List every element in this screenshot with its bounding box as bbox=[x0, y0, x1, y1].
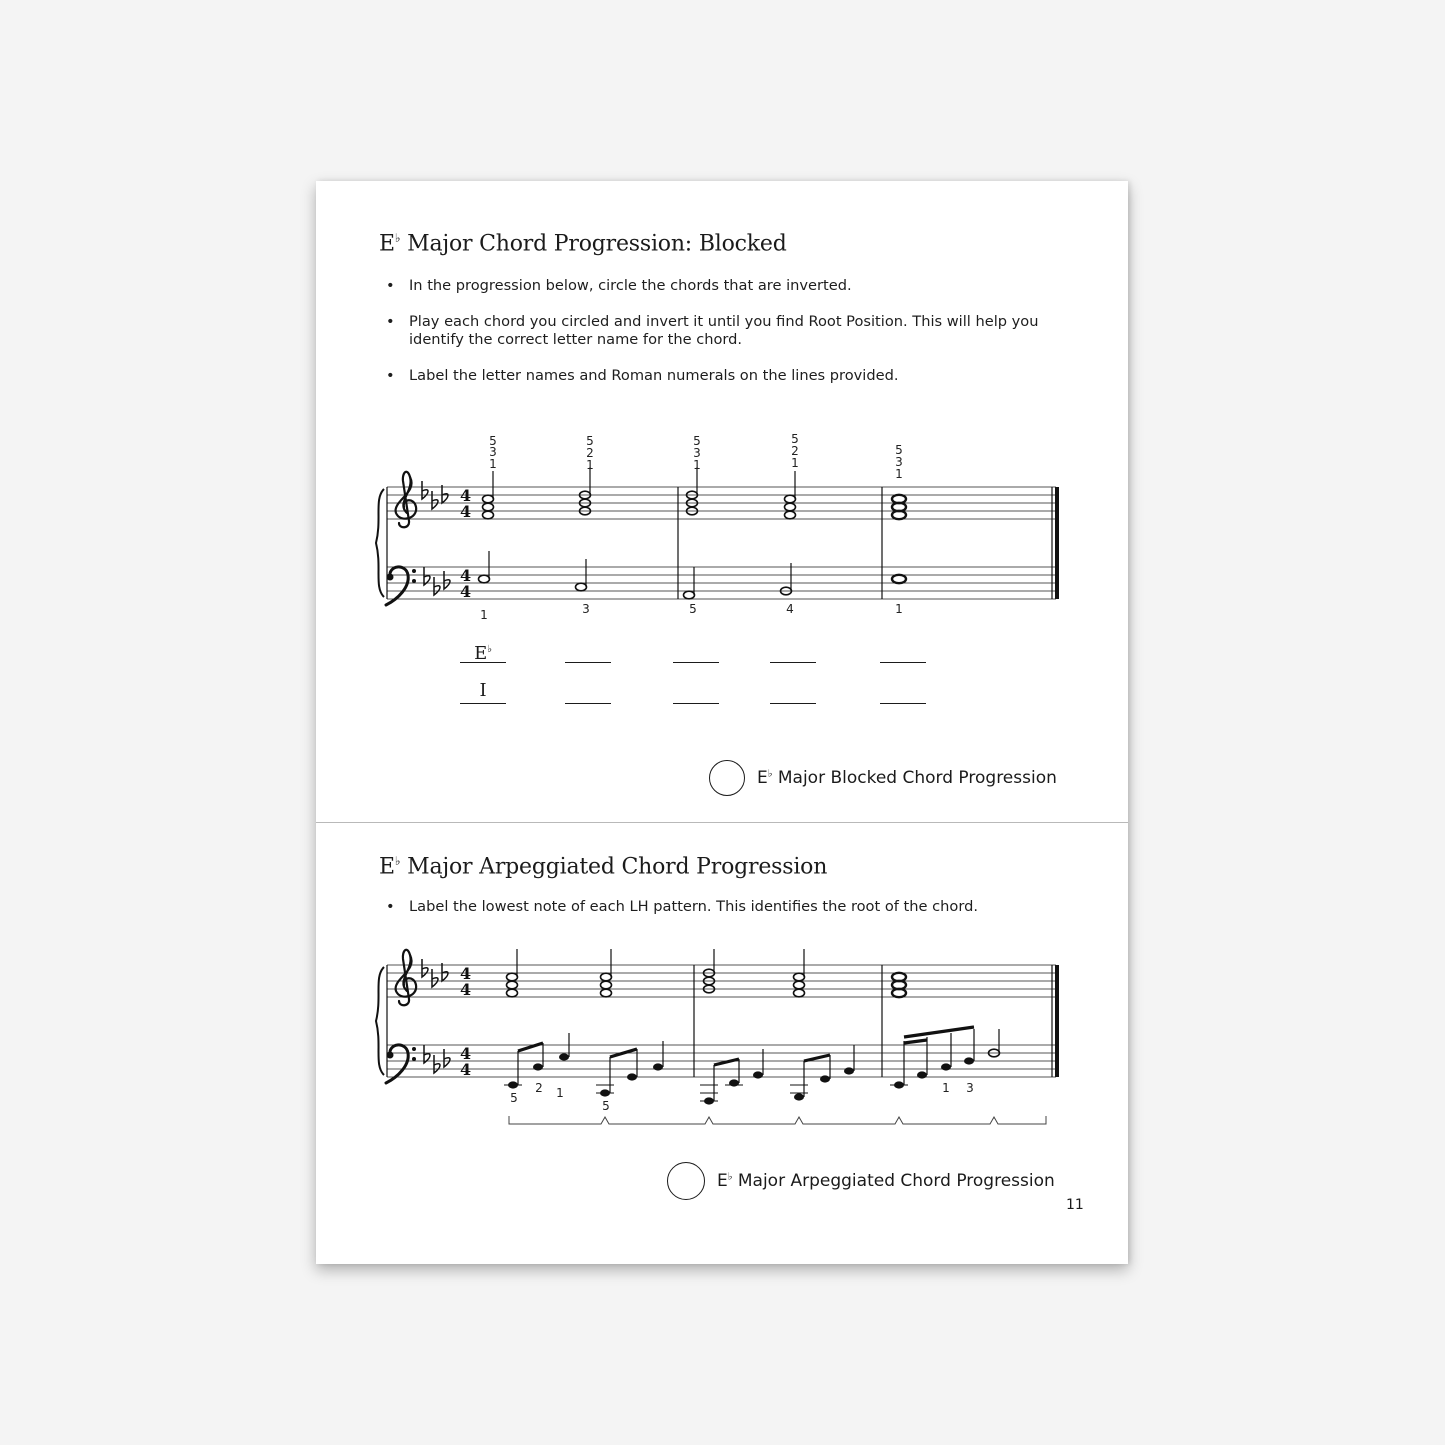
rh-finger: 1 bbox=[791, 456, 799, 470]
letter-name-line-1[interactable]: E♭ bbox=[460, 638, 506, 663]
rh-finger: 2 bbox=[586, 446, 594, 460]
section2-instruction-1: • Label the lowest note of each LH pattern. This identifies the root of the chord. bbox=[386, 898, 1046, 916]
svg-text:4: 4 bbox=[460, 486, 472, 505]
rh-finger: 5 bbox=[489, 434, 497, 448]
workbook-page bbox=[316, 181, 1128, 1264]
rh-finger: 5 bbox=[895, 443, 903, 457]
section1-instruction-1: • In the progression below, circle the chords that are inverted. bbox=[386, 277, 1046, 295]
section1-instruction-2: • Play each chord you circled and invert it until you find Root Position. This will help you identify the correct letter name for the chord. bbox=[386, 313, 1046, 349]
rh-finger: 1 bbox=[693, 458, 701, 472]
svg-text:4: 4 bbox=[460, 964, 472, 983]
rh-finger: 1 bbox=[489, 457, 497, 471]
lh-finger: 1 bbox=[942, 1081, 950, 1095]
rh-finger: 2 bbox=[791, 444, 799, 458]
system1 bbox=[376, 432, 1057, 622]
svg-text:4: 4 bbox=[460, 566, 472, 585]
system2 bbox=[376, 949, 1057, 1124]
lh-finger: 1 bbox=[895, 602, 903, 616]
lh-finger: 1 bbox=[480, 608, 488, 622]
section2-title: E♭ Major Arpeggiated Chord Progression bbox=[379, 854, 828, 880]
rh-finger: 3 bbox=[895, 455, 903, 469]
lh-finger: 1 bbox=[556, 1086, 564, 1100]
section1-instruction-3: • Label the letter names and Roman numerals on the lines provided. bbox=[386, 367, 1046, 385]
lh-finger: 4 bbox=[786, 602, 794, 616]
root-label-bracket bbox=[509, 1116, 1046, 1124]
roman-numeral-line-1[interactable]: I bbox=[460, 679, 506, 704]
section2-completion-label: E♭ Major Arpeggiated Chord Progression bbox=[717, 1171, 1055, 1191]
page-number: 11 bbox=[1066, 1197, 1084, 1213]
rh-finger: 5 bbox=[791, 432, 799, 446]
section1-title: E♭ Major Chord Progression: Blocked bbox=[379, 231, 787, 257]
lh-finger: 2 bbox=[535, 1081, 543, 1095]
svg-text:4: 4 bbox=[460, 582, 472, 601]
rh-finger: 5 bbox=[586, 434, 594, 448]
music-notation bbox=[316, 181, 1128, 1264]
lh-finger: 5 bbox=[510, 1091, 518, 1105]
lh-finger: 3 bbox=[966, 1081, 974, 1095]
lh-finger: 5 bbox=[602, 1099, 610, 1113]
rh-finger: 1 bbox=[586, 458, 594, 472]
rh-finger: 1 bbox=[895, 467, 903, 481]
lh-finger: 3 bbox=[582, 602, 590, 616]
svg-text:4: 4 bbox=[460, 502, 472, 521]
svg-text:4: 4 bbox=[460, 1060, 472, 1079]
svg-text:4: 4 bbox=[460, 980, 472, 999]
rh-finger: 3 bbox=[489, 445, 497, 459]
rh-finger: 5 bbox=[693, 434, 701, 448]
section1-completion-label: E♭ Major Blocked Chord Progression bbox=[757, 768, 1057, 788]
rh-finger: 3 bbox=[693, 446, 701, 460]
lh-finger: 5 bbox=[689, 602, 697, 616]
svg-text:4: 4 bbox=[460, 1044, 472, 1063]
